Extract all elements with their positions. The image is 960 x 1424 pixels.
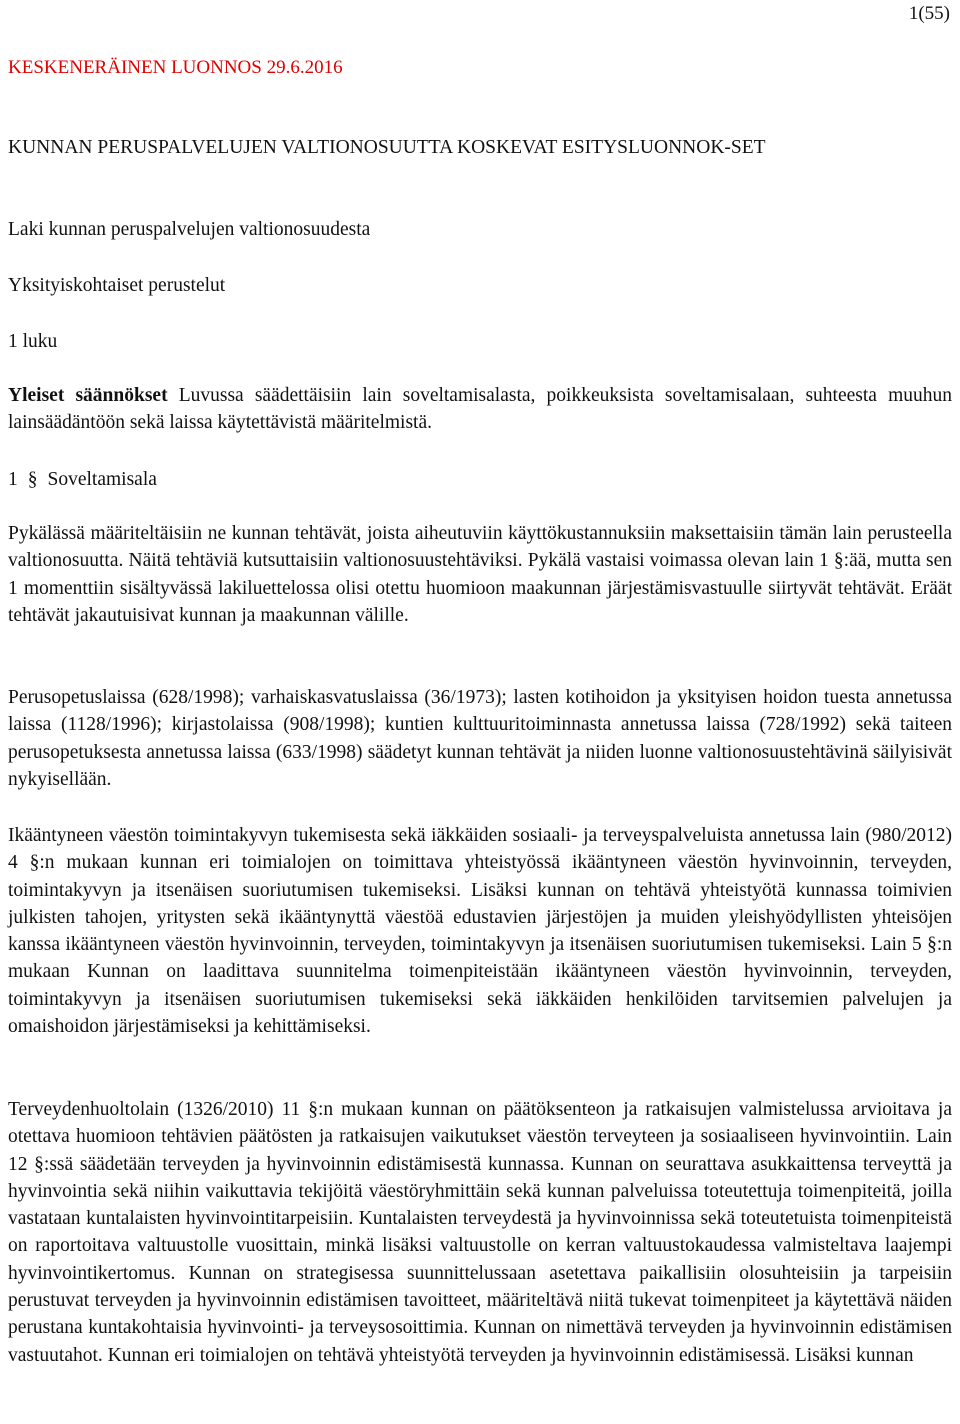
page-number: 1(55) [908, 3, 950, 24]
draft-label: KESKENERÄINEN LUONNOS 29.6.2016 [8, 57, 343, 78]
law-title: Laki kunnan peruspalvelujen valtionosuudesta [8, 219, 371, 240]
paragraph: Pykälässä määriteltäisiin ne kunnan tehtävät, joista aiheutuviin käyttökustannuksiin maksettaisiin tämän lain perusteella valtionosuutta. Näitä tehtäviä kutsuttaisiin valtionosuustehtäviksi. Pykälä vastaisi voimassa olevan lain 1 §:ää, mutta sen 1 momenttiin sisältyvässä lakiluettelossa olisi otettu huomioon maakunnan järjestämisvastuulle siirtyvät tehtävät. Eräät tehtävät jakautuisivat kunnan ja maakunnan välille. [8, 523, 952, 626]
section-name: Soveltamisala [47, 469, 157, 490]
section-symbol: § [27, 469, 38, 490]
section-number: 1 [8, 469, 18, 490]
chapter-intro [8, 382, 952, 437]
document-title: KUNNAN PERUSPALVELUJEN VALTIONOSUUTTA KOSKEVAT ESITYSLUONNOK-SET [8, 137, 766, 158]
section-heading [8, 466, 157, 493]
subtitle: Yksityiskohtaiset perustelut [8, 275, 226, 296]
chapter-heading: 1 luku [8, 331, 58, 352]
paragraph: Ikääntyneen väestön toimintakyvyn tukemisesta sekä iäkkäiden sosiaali- ja terveyspalveluista annetussa lain (980/2012) 4 §:n mukaan kunnan eri toimialojen on toimittava yhteistyössä ikääntyneen väestön hyvinvoinnin, terveyden, toimintakyvyn ja itsenäisen suoriutumisen tukemiseksi. Lisäksi kunnan on tehtävä yhteistyötä kunnassa toimivien julkisten tahojen, yritysten sekä ikääntynyttä väestöä edustavien järjestöjen ja muiden yleishyödyllisten yhteisöjen kanssa ikääntyneen väestön hyvinvoinnin, terveyden, toimintakyvyn ja itsenäisen suoriutumisen tukemiseksi. Lain 5 §:n mukaan Kunnan on laadittava suunnitelma toimenpiteistään ikääntyneen väestön hyvinvoinnin, terveyden, toimintakyvyn ja itsenäisen suoriutumisen tukemiseksi sekä iäkkäiden henkilöiden tarvitsemien palvelujen ja omaishoidon järjestämiseksi ja kehittämiseksi. [8, 825, 952, 1038]
chapter-lead-bold: Yleiset säännökset [8, 385, 168, 406]
paragraph: Perusopetuslaissa (628/1998); varhaiskasvatuslaissa (36/1973); lasten kotihoidon ja yksityisen hoidon tuesta annetussa laissa (1128/1996); kirjastolaissa (908/1998); kuntien kulttuuritoiminnasta annetussa laissa (728/1992) sekä taiteen perusopetuksesta annetussa laissa (633/1998) säädetyt kunnan tehtävät ja niiden luonne valtionosuustehtävinä säilyisivät nykyisellään. [8, 687, 952, 790]
chapter-lead-text: Luvussa säädettäisiin lain soveltamisalasta, poikkeuksista soveltamisalaan, suhteesta muuhun lainsäädäntöön sekä laissa käytettävistä määritelmistä. [8, 385, 952, 434]
paragraph: Terveydenhuoltolain (1326/2010) 11 §:n mukaan kunnan on päätöksenteon ja ratkaisujen valmistelussa arvioitava ja otettava huomioon tehtävien päätösten ja ratkaisujen vaikutukset väestön terveyteen ja sosiaaliseen hyvinvointiin. Lain 12 §:ssä säädetään terveyden ja hyvinvoinnin edistämisestä kunnassa. Kunnan on seurattava asukkaittensa terveyttä ja hyvinvointia sekä niihin vaikuttavia tekijöitä väestöryhmittäin sekä kunnan palveluissa toteutettuja toimenpiteitä, joilla vastataan kuntalaisten hyvinvointitarpeisiin. Kuntalaisten terveydestä ja hyvinvoinnissa sekä toteutetuista toimenpiteistä on raportoitava valtuustolle vuosittain, minkä lisäksi valtuustolle on kerran valtuustokaudessa valmisteltava laajempi hyvinvointikertomus. Kunnan on strategisessa suunnittelussaan asetettava paikallisiin olosuhteisiin ja tarpeisiin perustuvat terveyden ja hyvinvoinnin edistämisen tavoitteet, määriteltävä niitä tukevat toimenpiteet ja käytettävä näiden perustana kuntakohtaisia hyvinvointi- ja terveysosoittimia. Kunnan on nimettävä terveyden ja hyvinvoinnin edistämisen vastuutahot. Kunnan eri toimialojen on tehtävä yhteistyötä terveyden ja hyvinvoinnin edistämisessä. Lisäksi kunnan [8, 1099, 952, 1366]
